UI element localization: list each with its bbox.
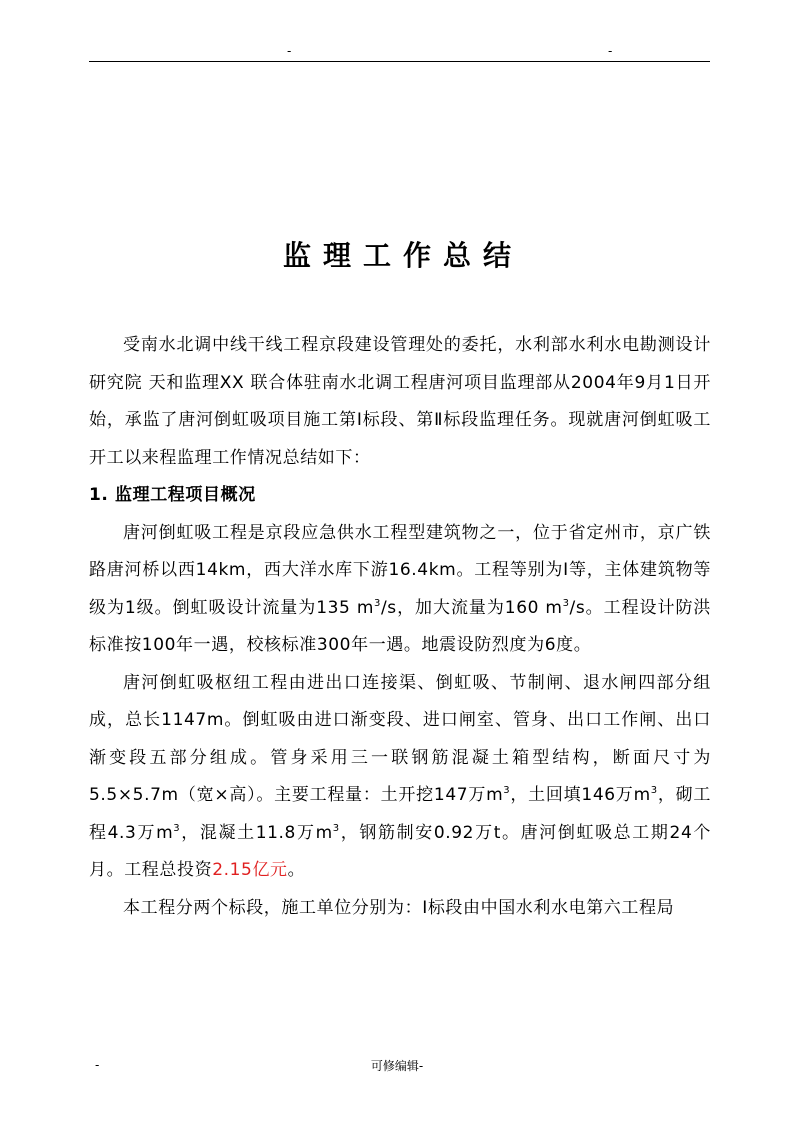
text-run: 唐河倒虹吸工程是京段应急供水工程型建筑物之一，位于省定州市，京广铁路唐河桥以西14km，西大洋水库下游16.4km。工程等别为Ⅰ等，主体建筑物等级为1级。倒虹吸设计流量为135 m <box>89 522 711 618</box>
project-overview-paragraph <box>89 515 711 665</box>
header-rule <box>89 61 710 62</box>
footer-mark-left: - <box>95 1058 100 1072</box>
page-title: 监理工作总结 <box>282 239 523 272</box>
superscript: 3 <box>503 785 511 796</box>
project-composition-paragraph <box>89 665 711 890</box>
superscript: 3 <box>173 822 181 834</box>
text-run: ，砌工程4.3万m <box>89 785 711 843</box>
section-heading: 1. 监理工程项目概况 <box>89 485 256 505</box>
header-mark-left: - <box>287 44 292 58</box>
superscript: 3 <box>562 597 570 609</box>
text-run: /s，加大流量为160 m <box>380 597 563 618</box>
text-run: ，钢筋制安0.92万t。唐河倒虹吸总工期24个月。工程总投资 <box>89 822 711 880</box>
contract-sections-paragraph: 本工程分两个标段，施工单位分别为：Ⅰ标段由中国水利水电第六工程局 <box>123 897 675 918</box>
text-run: /s。工程设计防洪标准按100年一遇，校核标准300年一遇。地震设防烈度为6度。 <box>89 597 712 655</box>
header-mark-right: - <box>608 44 613 58</box>
text-run: ，土回填146万m <box>510 785 651 805</box>
footer-label: 可修编辑- <box>370 1059 424 1073</box>
superscript: 3 <box>332 822 340 834</box>
text-run: ，混凝土11.8万m <box>180 822 333 843</box>
text-run: 。 <box>287 860 306 880</box>
total-investment-highlight: 2.15亿元 <box>212 860 288 880</box>
superscript: 3 <box>373 597 381 609</box>
intro-paragraph: 受南水北调中线干线工程京段建设管理处的委托，水利部水利水电勘测设计研究院 天和监理XX 联合体驻南水北调工程唐河项目监理部从2004年9月1日开始，承监了唐河倒虹吸项目施工第Ⅰ标段、第Ⅱ标段监理任务。现就唐河倒虹吸工开工以来程监理工作情况总结如下： <box>89 335 711 468</box>
document-body <box>89 327 711 927</box>
superscript: 3 <box>650 785 658 796</box>
text-run: 唐河倒虹吸枢纽工程由进出口连接渠、倒虹吸、节制闸、退水闸四部分组成，总长1147m。倒虹吸由进口渐变段、进口闸室、管身、出口工作闸、出口渐变段五部分组成。管身采用三一联钢筋混凝土箱型结构，断面尺寸为5.5×5.7m（宽×高）。主要工程量：土开挖147万m <box>89 672 711 805</box>
